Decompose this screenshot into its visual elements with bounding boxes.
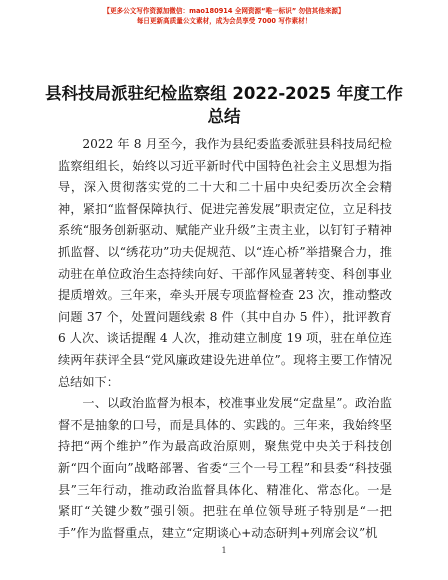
document-body	[58, 134, 392, 544]
promo-banner	[0, 6, 448, 26]
paragraph-intro: 2022 年 8 月至今，我作为县纪委监委派驻县科技局纪检监察组组长，始终以习近平新时代中国特色社会主义思想为指导，深入贯彻落实党的二十大和二十届中央纪委历次全会精神，紧扣“监督保障执行、促进完善发展”职责定位，立足科技系统“服务创新驱动、赋能产业升级”主责主业，以钉钉子精神抓监督、以“绣花功”功夫促规范、以“连心桥”举措聚合力，推动驻在单位政治生态持续向好、干部作风显著转变、科创事业提质增效。三年来，牵头开展专项监督检查 23 次，推动整改问题 37 个，处置问题线索 8 件（其中自办 5 件），批评教育 6 人次、谈话提醒 4 人次，推动建立制度 19 项，驻在单位连续两年获评全县“党风廉政建设先进单位”。现将主要工作情况总结如下：	[58, 137, 392, 389]
document-title: 县科技局派驻纪检监察组 2022-2025 年度工作总结	[45, 84, 403, 126]
page-number: 1	[221, 546, 227, 555]
promo-banner-line-1: 【更多公文写作资源加微信：mao180914 全网资源“唯一标识” 勿信其他来源】	[103, 7, 345, 15]
promo-banner-line-2: 每日更新高质量公文素材，成为会员享受 7000 写作素材！	[136, 17, 312, 25]
paragraph-section-one: 一、以政治监督为根本，校准事业发展“定盘星”。政治监督不是抽象的口号，而是具体的、实践的。三年来，我始终坚持把“两个维护”作为最高政治原则，聚焦党中央关于科技创新“四个面向”战略部署、省委“三个一号工程”和县委“科技强县”三年行动，推动政治监督具体化、精准化、常态化。一是紧盯“关键少数”强引领。把驻在单位领导班子特别是“一把手”作为监督重点，建立“定期谈心+动态研判+列席会议”机	[58, 396, 392, 540]
